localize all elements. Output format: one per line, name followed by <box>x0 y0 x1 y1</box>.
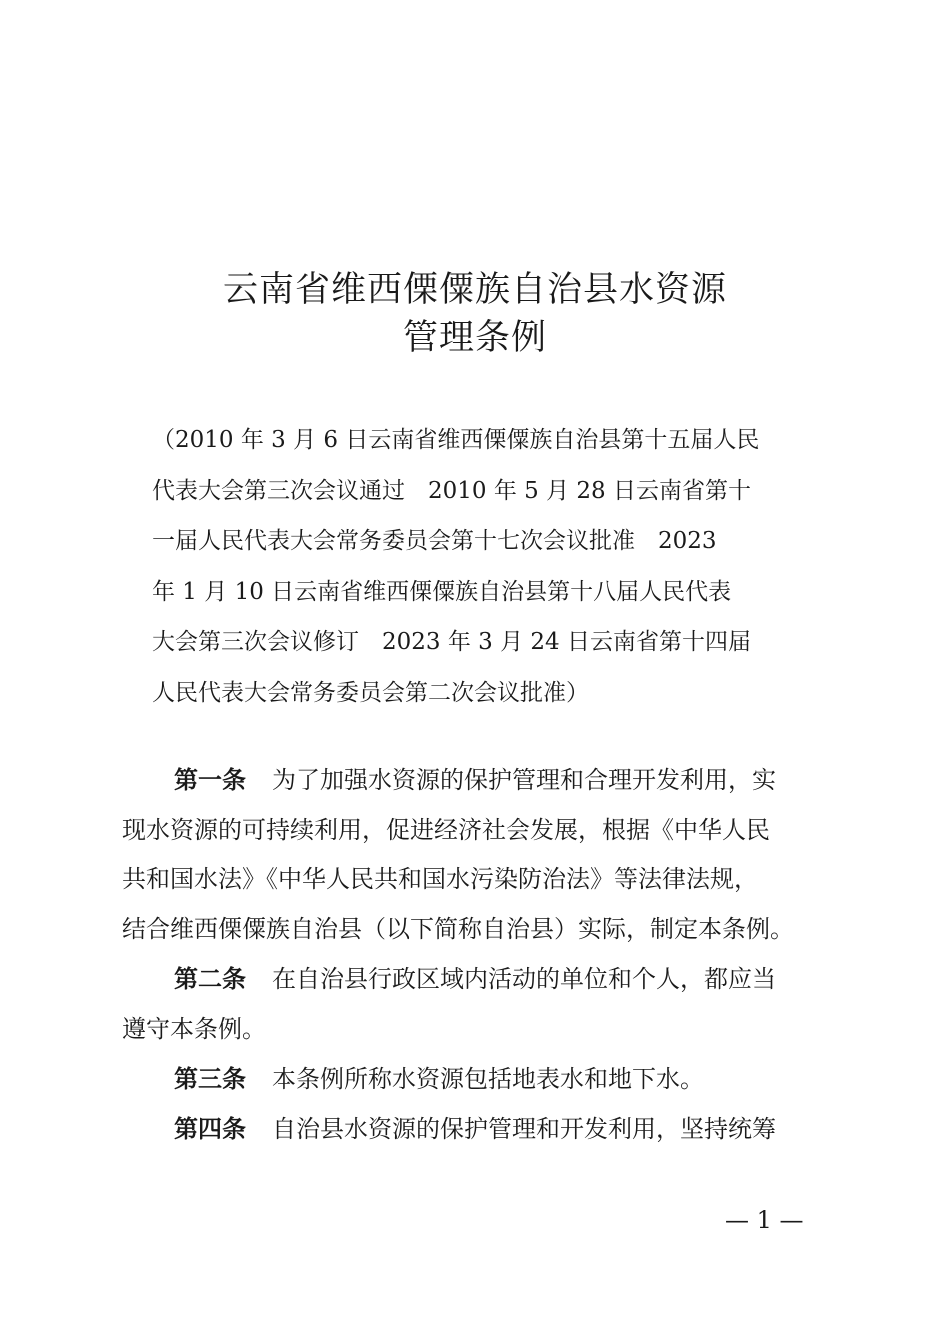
article-text-line: 共和国水法》《中华人民共和国水污染防治法》等法律法规， <box>122 865 758 893</box>
adoption-note-line: 大会第三次会议修订 2023 年 3 月 24 日云南省第十四届 <box>152 629 751 655</box>
document-title-line-1: 云南省维西傈僳族自治县水资源 <box>222 270 727 310</box>
article-text: 本条例所称水资源包括地表水和地下水。 <box>272 1065 704 1093</box>
adoption-note-line: 代表大会第三次会议通过 2010 年 5 月 28 日云南省第十 <box>152 477 751 504</box>
article-first-line <box>122 955 837 1005</box>
article-text-line: 结合维西傈僳族自治县（以下简称自治县）实际，制定本条例。 <box>122 914 794 943</box>
article-1 <box>122 756 837 954</box>
article-text: 在自治县行政区域内活动的单位和个人，都应当 <box>272 965 776 993</box>
document-title-line-2: 管理条例 <box>402 318 547 358</box>
article-text: 自治县水资源的保护管理和开发利用，坚持统筹 <box>272 1115 776 1143</box>
article-first-line <box>122 1055 837 1105</box>
article-label: 第一条 <box>174 766 246 794</box>
article-2 <box>122 955 837 1054</box>
article-3 <box>122 1055 837 1105</box>
adoption-note-line: 人民代表大会常务委员会第二次会议批准） <box>152 679 589 706</box>
article-first-line <box>122 756 837 806</box>
adoption-note <box>152 415 812 718</box>
page-number: — 1 — <box>725 1206 804 1234</box>
article-first-line <box>122 1105 837 1155</box>
article-label: 第四条 <box>174 1115 246 1143</box>
adoption-note-line: （2010 年 3 月 6 日云南省维西傈僳族自治县第十五届人民 <box>152 427 760 453</box>
article-text-line: 遵守本条例。 <box>122 1014 266 1043</box>
article-text-line: 现水资源的可持续利用，促进经济社会发展，根据《中华人民 <box>122 815 770 844</box>
article-label: 第三条 <box>174 1065 246 1093</box>
article-4 <box>122 1105 837 1155</box>
article-label: 第二条 <box>174 965 246 993</box>
article-text: 为了加强水资源的保护管理和合理开发利用，实 <box>272 766 776 794</box>
adoption-note-line: 年 1 月 10 日云南省维西傈僳族自治县第十八届人民代表 <box>152 578 732 605</box>
adoption-note-line: 一届人民代表大会常务委员会第十七次会议批准 2023 <box>152 528 717 554</box>
